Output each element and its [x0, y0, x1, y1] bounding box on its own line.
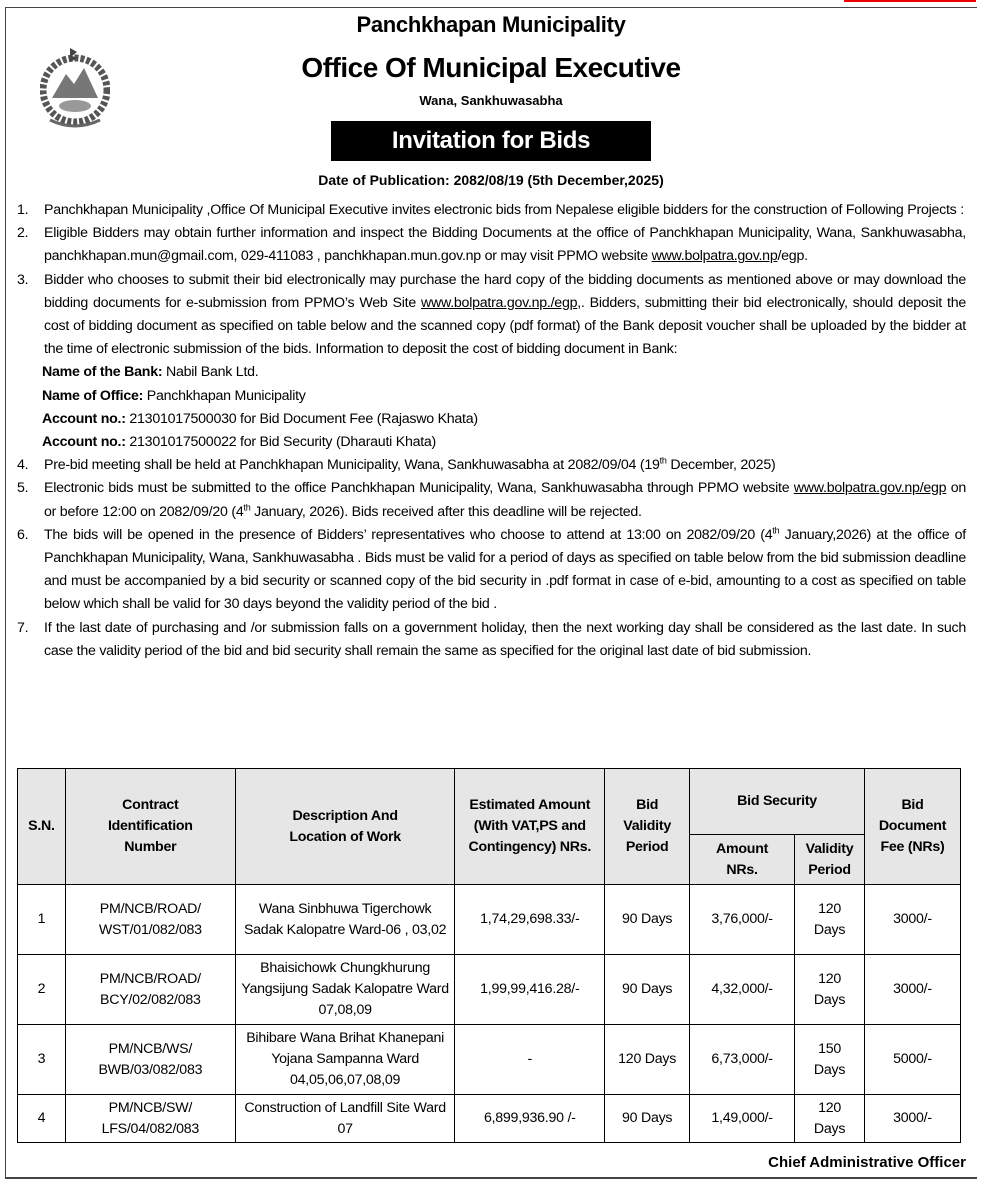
red-mark [844, 0, 976, 2]
cell-bid-validity: 90 Days [605, 955, 690, 1025]
bank-info-value: Nabil Bank Ltd. [162, 364, 259, 381]
bank-info-label: Name of the Bank: [42, 364, 163, 381]
item-number: 7. [17, 619, 29, 636]
bank-info-line [42, 361, 966, 384]
bank-info-value: 21301017500022 for Bid Security (Dharauti Khata) [125, 434, 437, 451]
item-text [44, 477, 966, 523]
text-segment: Eligible Bidders may obtain further information and inspect the Bidding Documents at the office of Panchkhapan Municipality, Wana, Sankhuwasabha, panchkhapan.mun@gmail.com, 029-411083 , panchkhapan.mun.gov.np or may visit PPMO website [44, 225, 966, 265]
ordinal-suffix: th [772, 525, 780, 536]
cell-document-fee: 5000/- [865, 1025, 961, 1095]
bank-info-line [42, 431, 966, 454]
text-segment: If the last date of purchasing and /or submission falls on a government holiday, then the next working day shall be considered as the last date. In such case the validity period of the bid and bid security shall remain the same as specified for the original last date of bid submission. [44, 619, 966, 659]
text-segment: Electronic bids must be submitted to the office Panchkhapan Municipality, Wana, Sankhuwasabha through PPMO website [44, 480, 794, 497]
list-item [14, 617, 966, 663]
cell-security-validity: 120 Days [795, 1095, 865, 1143]
table-row [18, 1025, 961, 1095]
text-segment: Panchkhapan Municipality ,Office Of Municipal Executive invites electronic bids from Nepalese eligible bidders for the construction of Following Projects : [44, 202, 964, 218]
text-segment: December, 2025) [666, 457, 776, 474]
cell-estimated-amount: 6,899,936.90 /- [455, 1095, 605, 1143]
office-title: Office Of Municipal Executive [301, 52, 681, 83]
table-row [18, 955, 961, 1025]
text-segment: /egp. [777, 248, 808, 265]
list-item [14, 477, 966, 523]
website-link[interactable]: www.bolpatra.gov.np [651, 248, 778, 265]
bank-info-label: Name of Office: [42, 387, 144, 404]
cell-security-amount: 6,73,000/- [690, 1025, 795, 1095]
header-security-amount: Amount NRs. [690, 835, 795, 885]
municipality-name: Panchkhapan Municipality [356, 12, 626, 37]
header-estimated-amount: Estimated Amount (With VAT,PS and Contingency) NRs. [455, 769, 605, 885]
cell-contract-id: PM/NCB/ROAD/ BCY/02/082/083 [65, 955, 235, 1025]
cell-security-validity: 150 Days [795, 1025, 865, 1095]
notice-body [14, 199, 966, 663]
cell-sn: 1 [18, 885, 66, 955]
list-item [14, 222, 966, 268]
item-number: 4. [17, 457, 29, 474]
item-text [44, 454, 966, 477]
website-link[interactable]: www.bolpatra.gov.np/egp [793, 480, 947, 497]
cell-security-amount: 3,76,000/- [690, 885, 795, 955]
cell-contract-id: PM/NCB/SW/ LFS/04/082/083 [65, 1095, 235, 1143]
item-number: 1. [17, 202, 29, 218]
cell-document-fee: 3000/- [865, 955, 961, 1025]
item-text [44, 617, 966, 663]
cell-bid-validity: 90 Days [605, 1095, 690, 1143]
header-description: Description And Location of Work [235, 769, 455, 885]
header-bid-validity: Bid Validity Period [605, 769, 690, 885]
list-item [14, 199, 966, 222]
cell-sn: 3 [18, 1025, 66, 1095]
list-item [14, 269, 966, 362]
cell-security-amount: 1,49,000/- [690, 1095, 795, 1143]
item-number: 5. [17, 480, 29, 497]
cell-security-validity: 120 Days [795, 955, 865, 1025]
cell-contract-id: PM/NCB/ROAD/ WST/01/082/083 [65, 885, 235, 955]
item-text [44, 524, 966, 617]
cell-description: Construction of Landfill Site Ward 07 [235, 1095, 455, 1143]
table-row [18, 1095, 961, 1143]
website-link[interactable]: www.bolpatra.gov.np./egp [421, 294, 578, 311]
bank-info-value: 21301017500030 for Bid Document Fee (Rajaswo Khata) [125, 410, 478, 427]
cell-document-fee: 3000/- [865, 885, 961, 955]
cell-description: Wana Sinbhuwa Tigerchowk Sadak Kalopatre Ward-06 , 03,02 [235, 885, 455, 955]
text-segment: The bids will be opened in the presence of Bidders’ representatives who choose to attend at 13:00 on 2082/09/20 (4 [44, 526, 773, 543]
text-segment: on or before 12:00 on 2082/09/20 (4 [44, 480, 966, 520]
cell-contract-id: PM/NCB/WS/ BWB/03/082/083 [65, 1025, 235, 1095]
cell-description: Bhaisichowk Chungkhurung Yangsijung Sadak Kalopatre Ward 07,08,09 [235, 955, 455, 1025]
cell-estimated-amount: 1,99,99,416.28/- [455, 955, 605, 1025]
cell-bid-validity: 120 Days [605, 1025, 690, 1095]
item-number: 6. [17, 526, 29, 543]
projects-table [17, 768, 961, 1143]
cell-document-fee: 3000/- [865, 1095, 961, 1143]
ordinal-suffix: th [243, 501, 251, 512]
bank-info-label: Account no.: [42, 410, 126, 427]
publication-date: Date of Publication: 2082/08/19 (5th December,2025) [318, 172, 664, 188]
bank-info-value: Panchkhapan Municipality [143, 387, 306, 404]
cell-estimated-amount: - [455, 1025, 605, 1095]
bank-info-line [42, 408, 966, 431]
text-segment: January,2026) at the office of Panchkhapan Municipality, Wana, Sankhuwasabha . Bids must be valid for a period of days as specified on table below from the bid submission deadline and must be accompanied by a bid security or scanned copy of the bid security in .pdf format in case of e-bid, amounting to a cost as specified on table below which shall be valid for 30 days beyond the validity period of the bid . [44, 526, 966, 613]
item-number: 3. [17, 271, 29, 288]
cell-description: Bihibare Wana Brihat Khanepani Yojana Sampanna Ward 04,05,06,07,08,09 [235, 1025, 455, 1095]
cell-estimated-amount: 1,74,29,698.33/- [455, 885, 605, 955]
header-bid-security: Bid Security [690, 769, 865, 835]
ordinal-suffix: th [659, 455, 667, 466]
bank-info-line [42, 385, 966, 408]
item-text [44, 222, 966, 268]
location: Wana, Sankhuwasabha [419, 93, 563, 108]
text-segment: Pre-bid meeting shall be held at Panchkhapan Municipality, Wana, Sankhuwasabha at 2082/09/04 (19 [44, 457, 660, 474]
item-text [44, 199, 966, 222]
list-item [14, 524, 966, 617]
cell-security-amount: 4,32,000/- [690, 955, 795, 1025]
cell-security-validity: 120 Days [795, 885, 865, 955]
header-sn: S.N. [18, 769, 66, 885]
signatory: Chief Administrative Officer [768, 1154, 966, 1171]
cell-sn: 4 [18, 1095, 66, 1143]
header-security-validity: Validity Period [795, 835, 865, 885]
text-segment: January, 2026). Bids received after this deadline will be rejected. [250, 503, 642, 520]
notice-title-banner: Invitation for Bids [331, 121, 651, 161]
text-segment: ,. Bidders, submitting their bid electronically, should deposit the cost of bidding document as specified on table below and the scanned copy (pdf format) of the Bank deposit voucher shall be uploaded by the bidder at the time of electronic submission of the bids. Information to deposit the cost of bidding document in Bank: [44, 294, 966, 358]
table-row [18, 885, 961, 955]
header-document-fee: Bid Document Fee (NRs) [865, 769, 961, 885]
bank-info-label: Account no.: [42, 434, 126, 451]
cell-sn: 2 [18, 955, 66, 1025]
item-text [44, 269, 966, 362]
text-segment: Bidder who chooses to submit their bid electronically may purchase the hard copy of the bidding documents as mentioned above or may download the bidding documents for e-submission from PPMO’s Web Site [44, 271, 966, 311]
item-number: 2. [17, 225, 29, 242]
cell-bid-validity: 90 Days [605, 885, 690, 955]
header-contract-id: Contract Identification Number [65, 769, 235, 885]
list-item [14, 454, 966, 477]
